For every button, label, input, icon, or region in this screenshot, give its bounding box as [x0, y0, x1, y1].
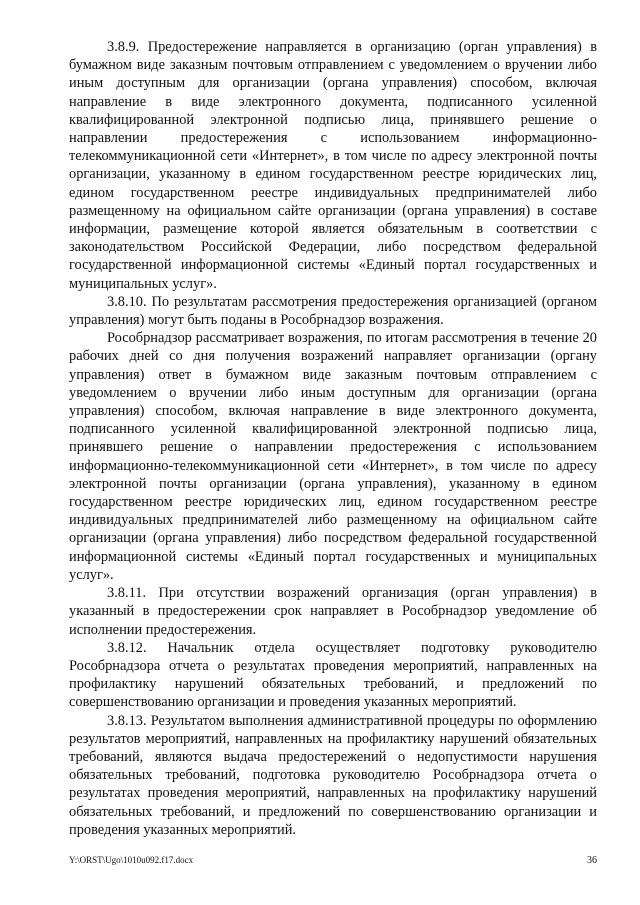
footer-file-path: Y:\ORST\Ugo\1010u092.f17.docx — [69, 855, 194, 865]
paragraph-3-8-9: 3.8.9. Предостережение направляется в организацию (орган управления) в бумажном виде заказным почтовым отправлением с уведомлением о вручении либо иным доступным для организации (органа управления) способом, включая направление в виде электронного документа, подписанного усиленной квалифицированной электронной подписью лица, принявшего решение о направлении предостережения с использованием информационно-телекоммуникационной сети «Интернет», в том числе по адресу электронной почты организации, указанному в едином государственном реестре юридических лиц, едином государственном реестре индивидуальных предпринимателей либо размещенному на официальном сайте организации (органа управления) в составе информации, размещение которой является обязательным в соответствии с законодательством Российской Федерации, либо посредством федеральной государственной информационной системы «Единый портал государственных и муниципальных услуг». — [69, 39, 597, 292]
paragraph-3-8-12: 3.8.12. Начальник отдела осуществляет подготовку руководителю Рособрнадзора отчета о результатах проведения мероприятий, направленных на профилактику нарушений обязательных требований, и предложений по совершенствованию организации и проведения указанных мероприятий. — [69, 639, 597, 711]
paragraph-3-8-10: 3.8.10. По результатам рассмотрения предостережения организацией (органом управления) могут быть поданы в Рособрнадзор возражения. — [69, 293, 597, 329]
document-body — [69, 38, 597, 839]
paragraph-objections-review: Рособрнадзор рассматривает возражения, по итогам рассмотрения в течение 20 рабочих дней со дня получения возражений направляет организации (органу управления) ответ в бумажном виде заказным почтовым отправлением с уведомлением о вручении либо иным доступным для организации (органа управления) способом, включая направление в виде электронного документа, подписанного усиленной квалифицированной электронной подписью лица, принявшего решение о направлении предостережения с использованием информационно-телекоммуникационной сети «Интернет», в том числе по адресу электронной почты организации (органа управления), указанному в едином государственном реестре юридических лиц, едином государственном реестре индивидуальных предпринимателей либо размещенному на официальном сайте организации (органа управления) либо посредством федеральной государственной информационной системы «Единый портал государственных и муниципальных услуг». — [69, 330, 597, 583]
paragraph-3-8-11: 3.8.11. При отсутствии возражений организация (орган управления) в указанный в предостережении срок направляет в Рособрнадзор уведомление об исполнении предостережения. — [69, 585, 597, 638]
paragraph-3-8-13: 3.8.13. Результатом выполнения административной процедуры по оформлению результатов мероприятий, направленных на профилактику нарушений обязательных требований, являются выдача предостережений о недопустимости нарушения обязательных требований, подготовка руководителю Рособрнадзора отчета о результатах проведения мероприятий, направленных на профилактику нарушений обязательных требований, и предложений по совершенствованию организации и проведения указанных мероприятий. — [69, 712, 597, 838]
page-number: 36 — [587, 855, 597, 866]
